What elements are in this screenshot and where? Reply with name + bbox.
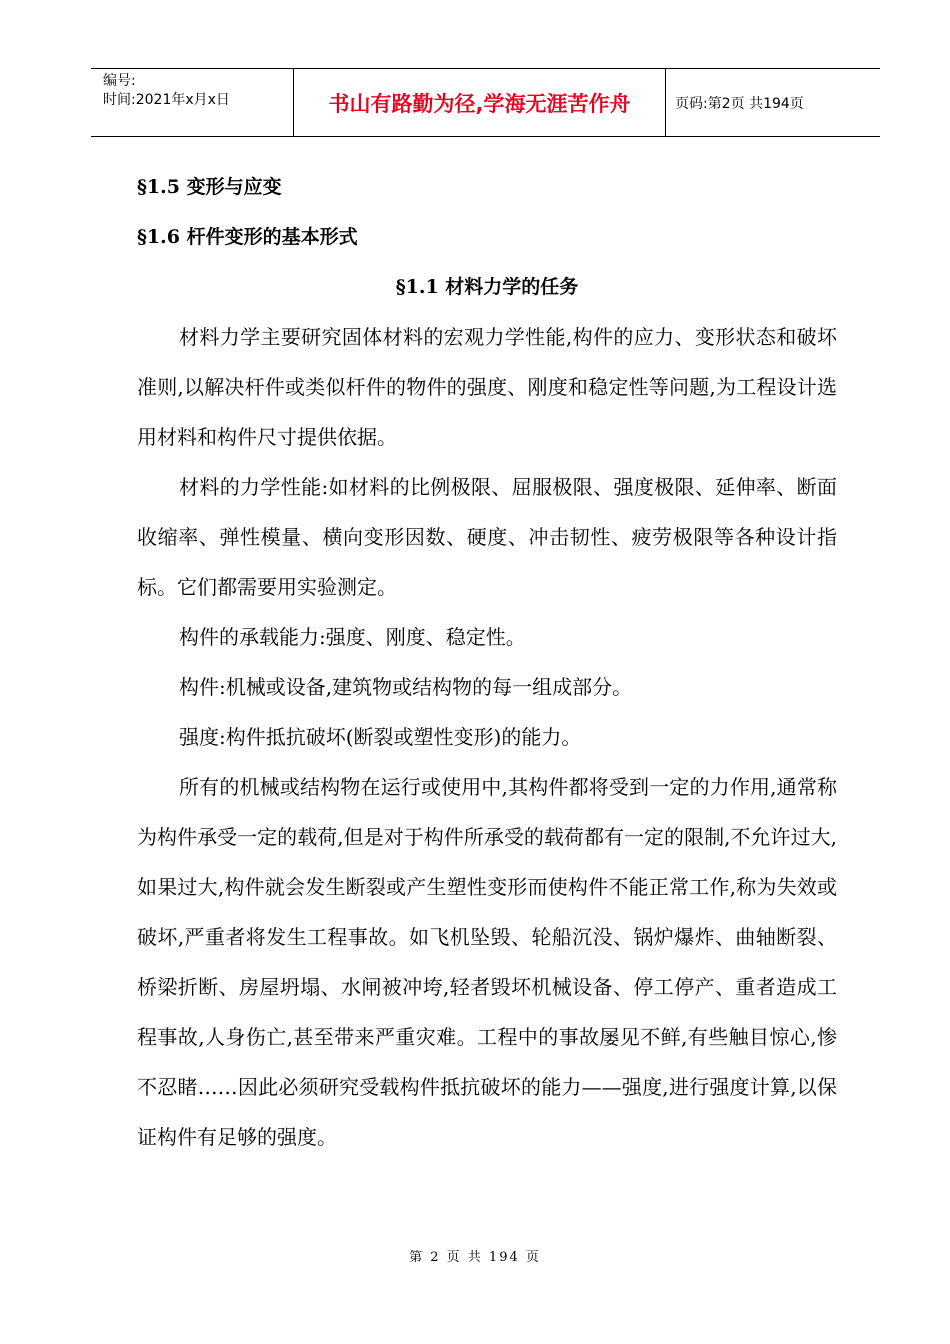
- paragraph: 构件的承载能力:强度、刚度、稳定性。: [179, 625, 526, 649]
- code-label: 编号:: [103, 73, 136, 89]
- paragraph: 材料的力学性能:如材料的比例极限、屈服极限、强度极限、延伸率、断面收缩率、弹性模量、横向变形因数、硬度、冲击韧性、疲劳极限等各种设计指标。它们都需要用实验测定。: [137, 475, 837, 599]
- header-meta: [91, 69, 293, 136]
- time-label: 时间:2021年x月x日: [103, 92, 230, 108]
- paragraph: 强度:构件抵抗破坏(断裂或塑性变形)的能力。: [179, 725, 582, 749]
- header-motto: 书山有路勤为径,学海无涯苦作舟: [293, 69, 666, 136]
- paragraph: 构件:机械或设备,建筑物或结构物的每一组成部分。: [179, 675, 633, 699]
- document-body: [137, 162, 837, 1162]
- paragraph: 所有的机械或结构物在运行或使用中,其构件都将受到一定的力作用,通常称为构件承受一定的载荷,但是对于构件所承受的载荷都有一定的限制,不允许过大,如果过大,构件就会发生断裂或产生塑性变形而使构件不能正常工作,称为失效或破坏,严重者将发生工程事故。如飞机坠毁、轮船沉没、锅炉爆炸、曲轴断裂、桥梁折断、房屋坍塌、水闸被冲垮,轻者毁坏机械设备、停工停产、重者造成工程事故,人身伤亡,甚至带来严重灾难。工程中的事故屡见不鲜,有些触目惊心,惨不忍睹……因此必须研究受载构件抵抗破坏的能力——强度,进行强度计算,以保证构件有足够的强度。: [137, 775, 837, 1149]
- paragraph: 材料力学主要研究固体材料的宏观力学性能,构件的应力、变形状态和破坏准则,以解决杆件或类似杆件的物件的强度、刚度和稳定性等问题,为工程设计选用材料和构件尺寸提供依据。: [137, 325, 837, 449]
- page-header: [91, 68, 880, 137]
- header-page-info: 页码:第2页 共194页: [675, 95, 804, 112]
- section-heading-1-6: §1.6 杆件变形的基本形式: [137, 226, 358, 248]
- section-heading-1-5: §1.5 变形与应变: [137, 176, 282, 198]
- section-heading-1-1: §1.1 材料力学的任务: [395, 276, 579, 298]
- page-footer: 第 2 页 共 194 页: [409, 1250, 541, 1265]
